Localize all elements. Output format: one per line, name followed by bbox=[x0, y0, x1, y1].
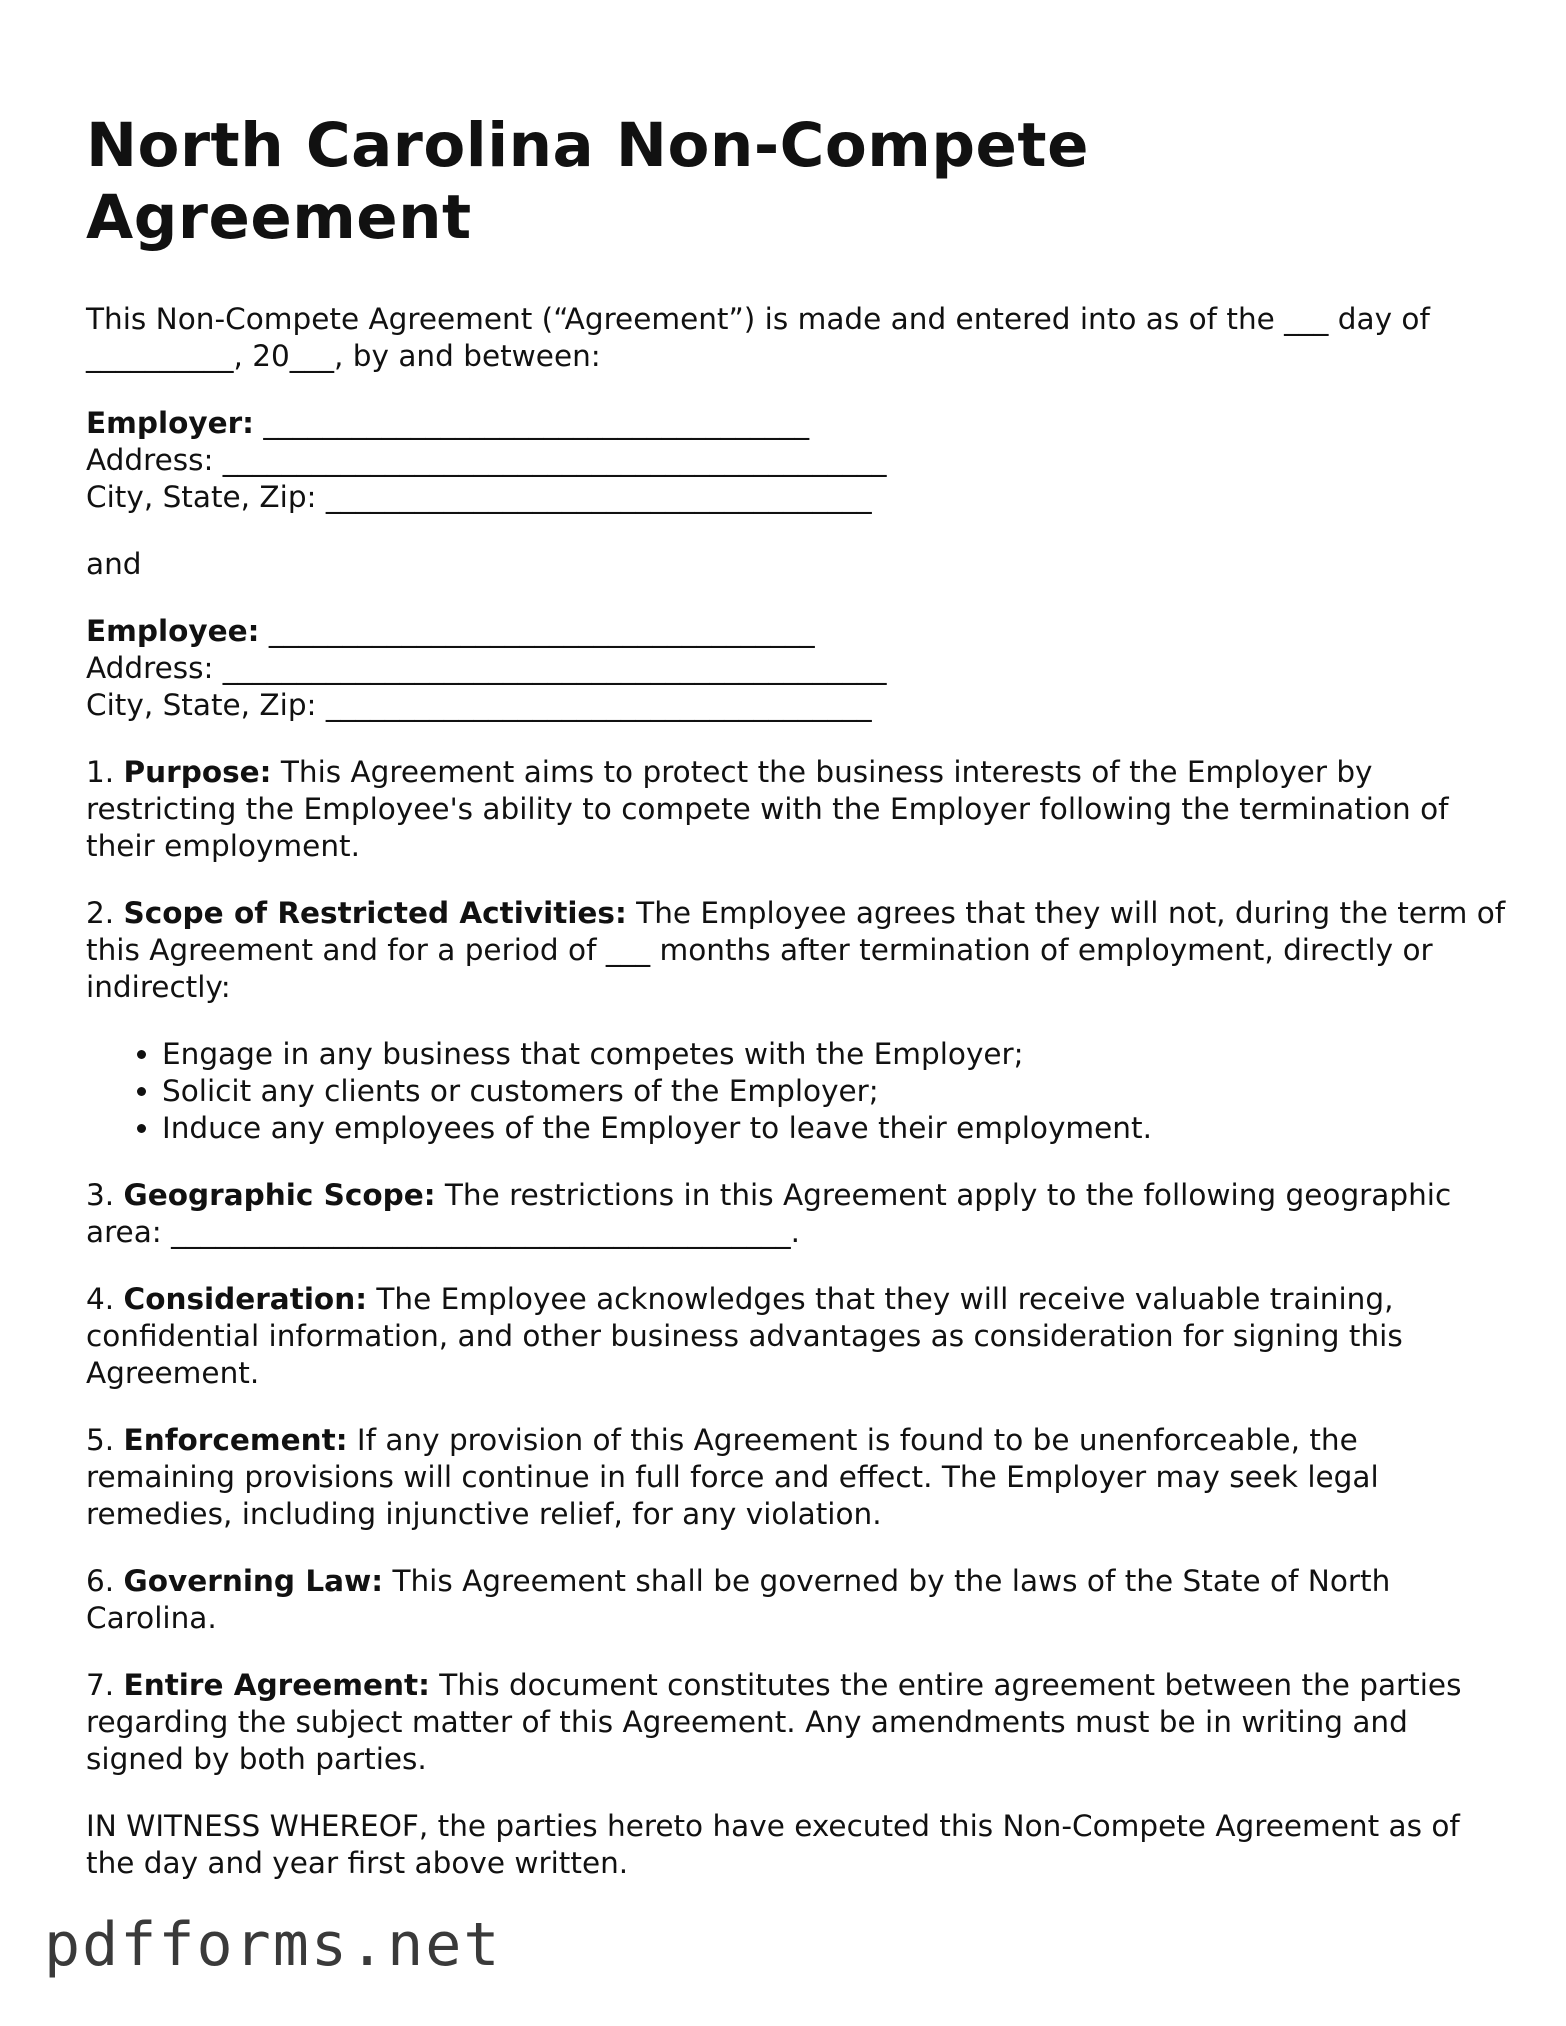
section-number: 3. bbox=[86, 1178, 115, 1212]
employee-label: Employee: bbox=[86, 614, 260, 648]
section-consideration bbox=[86, 1281, 1506, 1392]
section-heading: Geographic Scope: bbox=[123, 1178, 436, 1212]
employer-city-line: City, State, Zip: _____________________________________ bbox=[86, 480, 872, 514]
section-text: If any provision of this Agreement is found to be unenforceable, the remaining provisions will continue in full force and effect. The Employer may seek legal remedies, including injunctive relief, for any violation. bbox=[86, 1423, 1379, 1531]
document-page bbox=[86, 110, 1506, 1912]
section-text: The Employee agrees that they will not, during the term of this Agreement and for a period of ___ months after termination of employment, directly or indirectly: bbox=[86, 896, 1506, 1004]
intro-paragraph: This Non-Compete Agreement (“Agreement”) is made and entered into as of the ___ day of __________, 20___, by and between: bbox=[86, 302, 1430, 373]
employer-name-blank: _____________________________________ bbox=[253, 406, 810, 440]
employer-label: Employer: bbox=[86, 406, 254, 440]
section-number: 4. bbox=[86, 1282, 115, 1316]
section-text: The restrictions in this Agreement apply to the following geographic area: __________________________________________. bbox=[86, 1178, 1452, 1249]
restricted-activities-list bbox=[86, 1036, 1506, 1147]
list-item: • Induce any employees of the Employer to leave their employment. bbox=[162, 1110, 1506, 1147]
witness-paragraph: IN WITNESS WHEREOF, the parties hereto have executed this Non-Compete Agreement as of the day and year first above written. bbox=[86, 1809, 1460, 1880]
section-purpose bbox=[86, 754, 1506, 865]
section-heading: Governing Law: bbox=[123, 1564, 384, 1598]
list-item: • Engage in any business that competes with the Employer; bbox=[162, 1036, 1506, 1073]
employer-name-line bbox=[86, 405, 1506, 442]
section-text: This document constitutes the entire agreement between the parties regarding the subject matter of this Agreement. Any amendments must be in writing and signed by both parties. bbox=[86, 1668, 1462, 1776]
section-text: The Employee acknowledges that they will receive valuable training, confidential information, and other business advantages as consideration for signing this Agreement. bbox=[86, 1282, 1403, 1390]
employee-block bbox=[86, 613, 1506, 724]
section-number: 2. bbox=[86, 896, 115, 930]
and-text: and bbox=[86, 547, 142, 581]
watermark-logo: pdfforms.net bbox=[44, 1910, 502, 1980]
employer-block bbox=[86, 405, 1506, 516]
section-heading: Purpose: bbox=[123, 755, 272, 789]
employee-city-line: City, State, Zip: _____________________________________ bbox=[86, 688, 872, 722]
section-entire-agreement bbox=[86, 1667, 1506, 1778]
list-item: • Solicit any clients or customers of the Employer; bbox=[162, 1073, 1506, 1110]
document-title: North Carolina Non-Compete Agreement bbox=[86, 110, 1089, 253]
section-text: This Agreement aims to protect the business interests of the Employer by restricting the Employee's ability to compete with the Employer following the termination of their employment. bbox=[86, 755, 1449, 863]
section-number: 6. bbox=[86, 1564, 115, 1598]
employer-address-line: Address: _____________________________________________ bbox=[86, 443, 887, 477]
section-number: 7. bbox=[86, 1668, 115, 1702]
section-scope bbox=[86, 895, 1506, 1006]
section-heading: Entire Agreement: bbox=[123, 1668, 430, 1702]
section-text: This Agreement shall be governed by the laws of the State of North Carolina. bbox=[86, 1564, 1391, 1635]
section-geographic-scope bbox=[86, 1177, 1506, 1251]
section-heading: Enforcement: bbox=[123, 1423, 348, 1457]
section-number: 1. bbox=[86, 755, 115, 789]
section-number: 5. bbox=[86, 1423, 115, 1457]
section-heading: Scope of Restricted Activities: bbox=[123, 896, 627, 930]
section-enforcement bbox=[86, 1422, 1506, 1533]
employee-name-blank: _____________________________________ bbox=[259, 614, 815, 648]
section-governing-law bbox=[86, 1563, 1506, 1637]
section-heading: Consideration: bbox=[123, 1282, 367, 1316]
employee-address-line: Address: _____________________________________________ bbox=[86, 651, 887, 685]
employee-name-line bbox=[86, 613, 1506, 650]
